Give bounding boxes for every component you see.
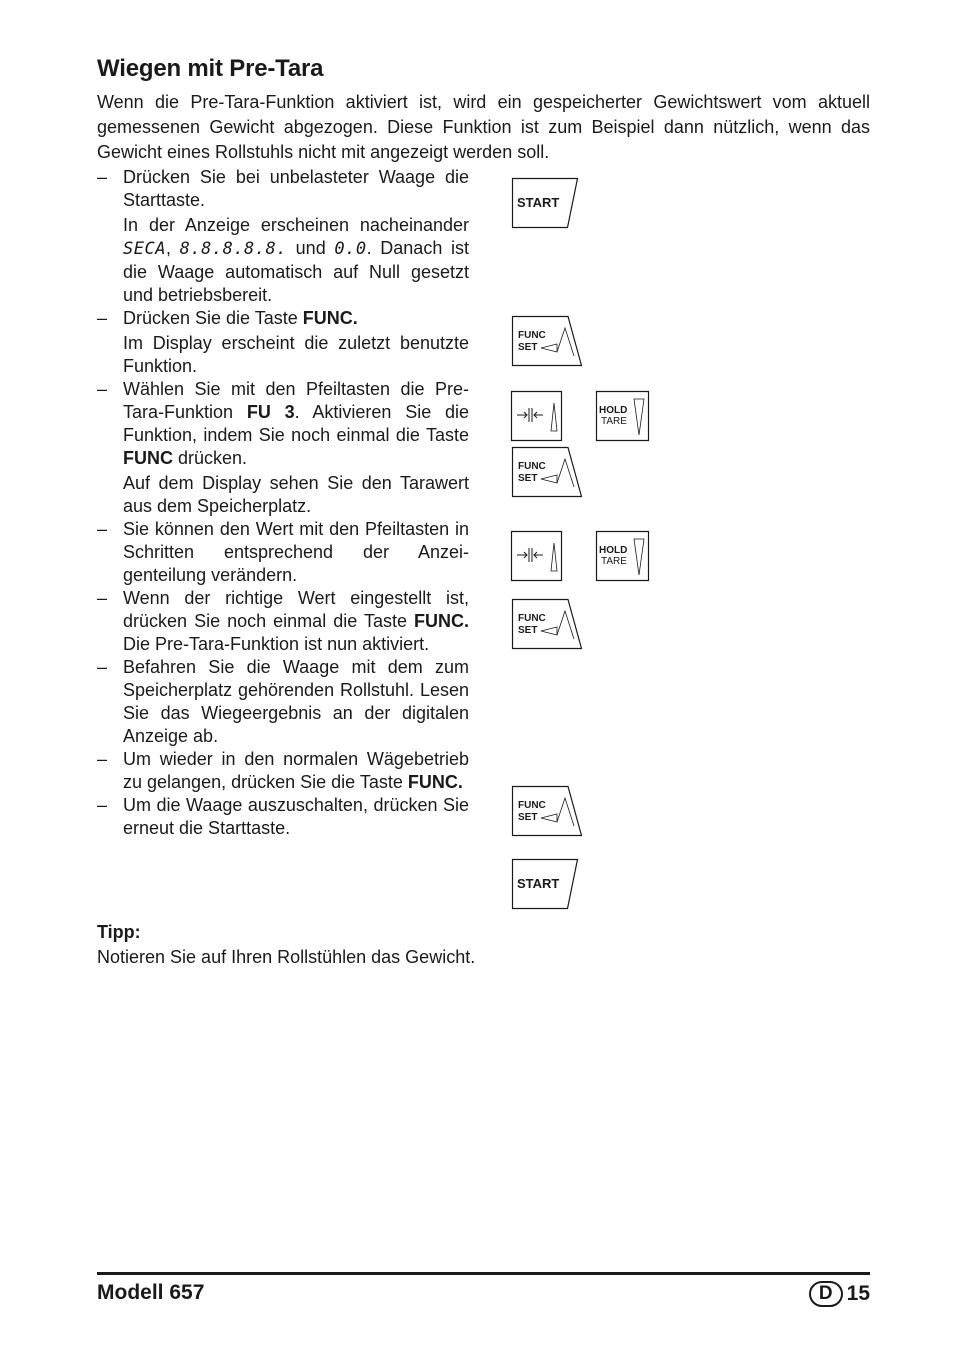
step-text [123, 587, 469, 656]
step-subtext: Im Display erscheint die zuletzt benutzte Funktion. [123, 333, 469, 376]
lcd-eights: 8.8.8.8.8. [179, 239, 287, 259]
key-label: TARE [601, 556, 627, 567]
step-bold: FUNC. [414, 611, 469, 631]
key-label: FUNC [518, 330, 546, 341]
key-label: FUNC [518, 613, 546, 624]
lcd-zero: 0.0 [334, 239, 367, 259]
func-set-key-icon [512, 316, 582, 366]
func-set-key-icon [512, 447, 582, 497]
key-label: TARE [601, 416, 627, 427]
start-key-icon [512, 178, 582, 228]
key-label: FUNC [518, 461, 546, 472]
step-subtext-part: . Danach ist die Waage automatisch auf Null gesetzt und betriebsbereit. [123, 238, 469, 305]
key-label: SET [518, 342, 538, 353]
arrow-key-icon [511, 391, 581, 441]
step-item [97, 166, 469, 307]
func-set-key-icon [512, 786, 582, 836]
step-text: Drücken Sie bei unbelasteter Waage die Starttaste. [123, 167, 469, 210]
page-title: Wiegen mit Pre-Tara [97, 55, 324, 82]
tip-text: Notieren Sie auf Ihren Rollstühlen das Gewicht. [97, 947, 476, 967]
step-dash: – [97, 308, 108, 328]
step-text: Sie können den Wert mit den Pfeiltasten in Schritten entsprechend der Anzeigenteilung verändern. [123, 519, 469, 585]
key-label: HOLD [599, 545, 628, 556]
step-list [97, 166, 469, 840]
step-subtext: Auf dem Display sehen Sie den Tarawert aus dem Speicherplatz. [123, 473, 469, 516]
step-subtext [123, 214, 469, 307]
hold-tare-key-icon [596, 531, 666, 581]
key-label: SET [518, 473, 538, 484]
step-text [123, 748, 469, 794]
func-set-key-icon [512, 599, 582, 649]
step-bold: FUNC [123, 448, 173, 468]
step-item [97, 518, 469, 587]
footer-model: Modell 657 [97, 1281, 205, 1304]
key-label: HOLD [599, 405, 628, 416]
step-dash: – [97, 167, 108, 187]
step-item [97, 378, 469, 518]
key-label: SET [518, 812, 538, 823]
tip-heading: Tipp: [97, 922, 141, 942]
step-text [123, 378, 469, 470]
step-text [123, 307, 469, 330]
key-label: SET [518, 625, 538, 636]
step-item [97, 794, 469, 840]
step-text-part: Um wieder in den normalen Wägebetrieb zu gelangen, drücken Sie die Taste [123, 749, 469, 792]
step-dash: – [97, 657, 108, 677]
key-label: FUNC [518, 800, 546, 811]
step-text: Um die Waage auszuschalten, drücken Sie erneut die Starttaste. [123, 795, 469, 838]
step-item [97, 307, 469, 378]
start-key-icon [512, 859, 582, 909]
step-dash: – [97, 795, 108, 815]
footer-divider [97, 1272, 870, 1275]
arrow-key-icon [511, 531, 581, 581]
footer-page-info [809, 1281, 870, 1307]
intro-paragraph: Wenn die Pre-Tara-Funktion aktiviert ist, wird ein gespeicherter Gewichtswert vom aktuell gemessenen Gewicht abgezogen. Diese Funktion ist zum Beispiel dann nützlich, wenn das Gewicht eines Rollstuhls nicht mit angezeigt werden soll. [97, 92, 870, 162]
lcd-seca: SECA [123, 239, 166, 259]
step-text-part: Drücken Sie die Taste [123, 308, 303, 328]
step-text-part: Wählen Sie mit den Pfeiltasten die Pre-Tara-Funktion [123, 379, 469, 422]
step-dash: – [97, 749, 108, 769]
step-bold: FUNC. [302, 308, 358, 328]
hold-tare-key-icon [596, 391, 666, 441]
key-label: START [517, 876, 560, 891]
step-text-part: Wenn der richtige Wert eingestellt ist, drücken Sie noch einmal die Taste [123, 588, 469, 631]
step-bold: FUNC. [407, 772, 463, 792]
step-subtext-part: und [287, 238, 335, 258]
language-badge: D [809, 1281, 843, 1307]
step-subtext-part: , [165, 238, 180, 258]
step-item [97, 748, 469, 794]
step-dash: – [97, 588, 108, 608]
key-label: START [517, 195, 560, 210]
step-dash: – [97, 519, 108, 539]
step-bold: FU 3 [246, 402, 295, 422]
step-item [97, 587, 469, 656]
step-item [97, 656, 469, 748]
step-dash: – [97, 379, 108, 399]
step-text: Befahren Sie die Waage mit dem zum Speicherplatz gehörenden Rollstuhl. Lesen Sie das Wiegeergebnis an der digitalen Anzeige ab. [123, 657, 469, 746]
page-number: 15 [846, 1282, 870, 1305]
step-text-part: Die Pre-Tara-Funktion ist nun aktiviert. [123, 634, 430, 654]
step-subtext-part: In der Anzeige erscheinen nacheinander [123, 215, 469, 235]
step-text-part: . Aktivieren Sie die Funktion, indem Sie noch einmal die Taste [123, 402, 469, 445]
step-text-part: drücken. [173, 448, 248, 468]
